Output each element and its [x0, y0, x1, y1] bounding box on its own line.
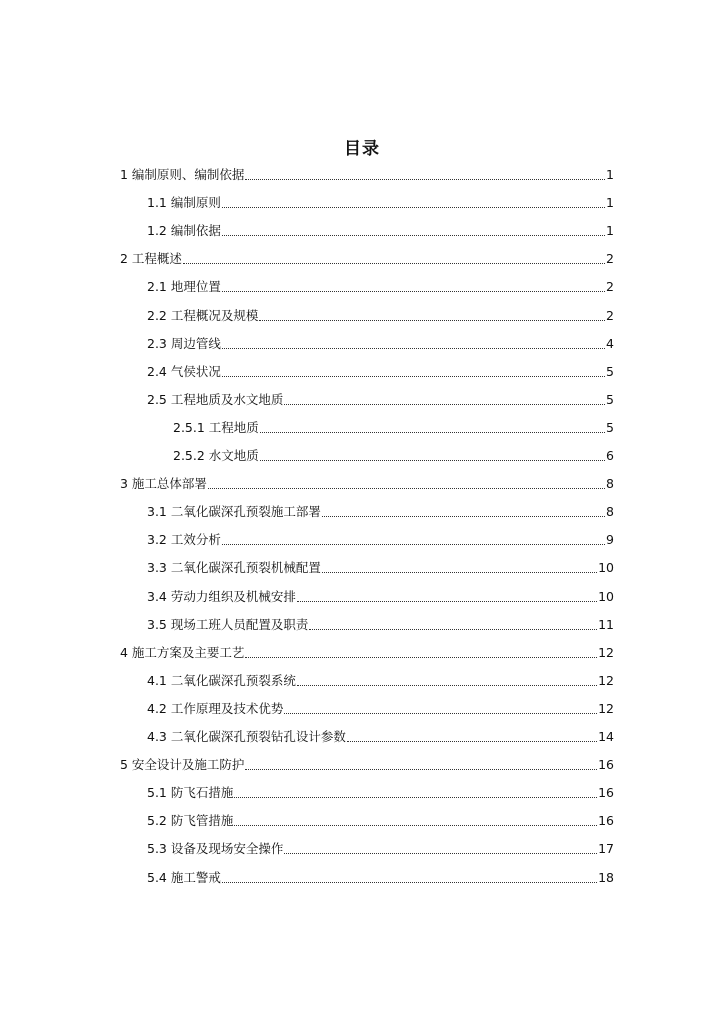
- toc-entry-page-number: 18: [598, 869, 614, 885]
- toc-entry[interactable]: [147, 671, 614, 691]
- toc-entry[interactable]: [147, 193, 614, 213]
- toc-entry-label: 1.1 编制原则: [147, 195, 221, 211]
- toc-dot-leader: [297, 601, 597, 602]
- toc-entry-page-number: 6: [606, 448, 614, 463]
- toc-dot-leader: [284, 404, 605, 405]
- toc-entry[interactable]: [120, 474, 614, 494]
- toc-entry-label: 4.2 工作原理及技术优势: [147, 700, 284, 716]
- toc-entry-label: 3.1 二氧化碳深孔预裂施工部署: [147, 504, 321, 520]
- toc-dot-leader: [222, 376, 605, 377]
- toc-dot-leader: [222, 235, 605, 236]
- toc-entry-label: 2.5.1 工程地质: [173, 419, 259, 435]
- toc-dot-leader: [245, 657, 597, 658]
- toc-entry-page-number: 9: [606, 532, 614, 548]
- toc-entry[interactable]: [173, 418, 614, 438]
- toc-entry[interactable]: [147, 221, 614, 241]
- toc-entry-page-number: 2: [606, 279, 614, 295]
- toc-entry[interactable]: [147, 502, 614, 522]
- toc-dot-leader: [259, 320, 605, 321]
- toc-entry-label: 5.1 防飞石措施: [147, 785, 234, 801]
- toc-entry[interactable]: [147, 811, 614, 831]
- toc-dot-leader: [222, 291, 605, 292]
- toc-entry-label: 5.4 施工警戒: [147, 869, 221, 885]
- toc-entry-page-number: 5: [606, 419, 614, 435]
- toc-entry[interactable]: [120, 165, 614, 185]
- toc-dot-leader: [322, 572, 597, 573]
- toc-dot-leader: [222, 882, 597, 883]
- toc-dot-leader: [245, 769, 597, 770]
- toc-dot-leader: [297, 685, 597, 686]
- toc-dot-leader: [260, 432, 605, 433]
- toc-entry-page-number: 16: [598, 813, 614, 829]
- toc-entry-page-number: 8: [606, 476, 614, 492]
- toc-entry-label: 3 施工总体部署: [120, 476, 207, 492]
- toc-entry-page-number: 10: [598, 560, 614, 576]
- toc-entry[interactable]: [147, 699, 614, 719]
- toc-entry-label: 4.3 二氧化碳深孔预裂钻孔设计参数: [147, 729, 346, 744]
- toc-entry[interactable]: [120, 249, 614, 269]
- toc-entry-label: 2.5 工程地质及水文地质: [147, 391, 284, 407]
- toc-entry-page-number: 16: [598, 757, 614, 773]
- toc-entry-page-number: 8: [606, 504, 614, 520]
- toc-entry-label: 4.1 二氧化碳深孔预裂系统: [147, 672, 296, 688]
- toc-dot-leader: [309, 629, 597, 630]
- toc-entry-page-number: 14: [598, 729, 614, 744]
- toc-entry-page-number: 1: [606, 195, 614, 211]
- toc-entry-page-number: 2: [606, 307, 614, 323]
- toc-entry-label: 3.2 工效分析: [147, 532, 221, 548]
- toc-entry[interactable]: [147, 334, 614, 354]
- toc-dot-leader: [245, 179, 605, 180]
- toc-entry-label: 4 施工方案及主要工艺: [120, 644, 245, 660]
- toc-dot-leader: [322, 516, 605, 517]
- toc-entry-label: 2.5.2 水文地质: [173, 448, 259, 463]
- toc-entry-label: 1 编制原则、编制依据: [120, 167, 245, 182]
- toc-dot-leader: [222, 348, 605, 349]
- toc-dot-leader: [234, 825, 597, 826]
- toc-dot-leader: [222, 544, 605, 545]
- toc-dot-leader: [234, 797, 597, 798]
- toc-dot-leader: [284, 853, 597, 854]
- toc-entry[interactable]: [120, 755, 614, 775]
- toc-entry[interactable]: [147, 277, 614, 297]
- toc-entry-page-number: 12: [598, 700, 614, 716]
- toc-entry-label: 2.1 地理位置: [147, 279, 221, 295]
- toc-entry-page-number: 2: [606, 251, 614, 267]
- toc-entry[interactable]: [147, 615, 614, 635]
- toc-entry[interactable]: [147, 783, 614, 803]
- toc-entry[interactable]: [147, 306, 614, 326]
- toc-entry-label: 3.5 现场工班人员配置及职责: [147, 616, 309, 632]
- toc-dot-leader: [284, 713, 597, 714]
- toc-entry-label: 3.4 劳动力组织及机械安排: [147, 588, 296, 604]
- toc-entry-label: 5 安全设计及施工防护: [120, 757, 245, 773]
- toc-entry-page-number: 11: [598, 616, 614, 632]
- toc-entry[interactable]: [147, 868, 614, 888]
- toc-entry[interactable]: [147, 530, 614, 550]
- toc-entry[interactable]: [147, 727, 614, 747]
- toc-entry-page-number: 5: [606, 363, 614, 379]
- toc-dot-leader: [260, 460, 605, 461]
- toc-entry-page-number: 4: [606, 335, 614, 351]
- toc-entry-label: 3.3 二氧化碳深孔预裂机械配置: [147, 560, 321, 576]
- toc-dot-leader: [208, 488, 605, 489]
- toc-dot-leader: [183, 263, 605, 264]
- toc-entry-page-number: 10: [598, 588, 614, 604]
- toc-entry[interactable]: [120, 643, 614, 663]
- toc-entry-label: 5.3 设备及现场安全操作: [147, 841, 284, 857]
- toc-title: 目录: [344, 139, 380, 159]
- toc-entry-page-number: 16: [598, 785, 614, 801]
- toc-entry[interactable]: [147, 558, 614, 578]
- toc-entry-page-number: 1: [606, 167, 614, 182]
- toc-entry-page-number: 1: [606, 223, 614, 239]
- toc-entry[interactable]: [173, 446, 614, 466]
- toc-entry-page-number: 12: [598, 672, 614, 688]
- toc-dot-leader: [222, 207, 605, 208]
- toc-entry[interactable]: [147, 362, 614, 382]
- toc-entry-page-number: 17: [598, 841, 614, 857]
- toc-entry[interactable]: [147, 839, 614, 859]
- toc-entry-label: 5.2 防飞管措施: [147, 813, 234, 829]
- toc-dot-leader: [347, 741, 597, 742]
- toc-entry-page-number: 5: [606, 391, 614, 407]
- toc-entry-label: 2.2 工程概况及规模: [147, 307, 259, 323]
- toc-entry-page-number: 12: [598, 644, 614, 660]
- toc-entry-label: 2.4 气侯状况: [147, 363, 221, 379]
- toc-entry-label: 2 工程概述: [120, 251, 182, 267]
- toc-entry[interactable]: [147, 390, 614, 410]
- toc-entry[interactable]: [147, 587, 614, 607]
- toc-entry-label: 2.3 周边管线: [147, 335, 221, 351]
- toc-entry-label: 1.2 编制依据: [147, 223, 221, 239]
